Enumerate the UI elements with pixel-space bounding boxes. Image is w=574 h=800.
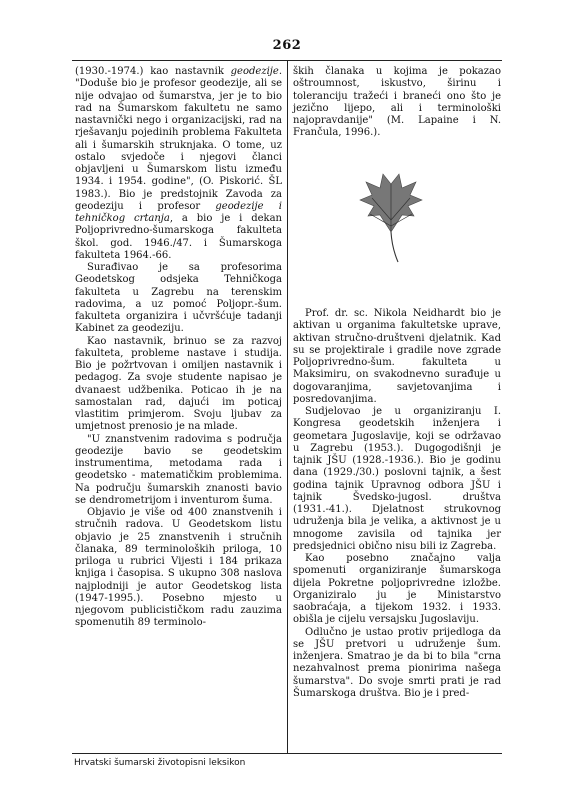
text-run: . "Doduše bio je profesor geodezije, ali se nije odvajao od šumarstva, jer je to bio rad na Šumarskom fakultetu ne samo nastavnički nego i organizacijski, rad na rješavanju pojedinih problema Fakulteta ali i šumarskih struknjaka. O tome, uz ostalo svjedoče i njegovi članci objavljeni u Šumarskom listu između 1934. i 1954. godine", (O. Piskorić. ŠL 1983.). Bio je predstojnik Zavoda za geodeziju i profesor: [75, 66, 282, 212]
paragraph: [293, 406, 501, 553]
paragraph: [75, 66, 282, 262]
paragraph: [75, 336, 282, 434]
footer-rule: [72, 753, 502, 754]
text-run: (1930.-1974.) kao nastavnik: [75, 66, 231, 77]
paragraph: [293, 627, 501, 701]
left-column: [75, 66, 282, 630]
text-run: Surađivao je sa profesorima Geodetskog odsjeka Tehničkoga fakulteta u Zagrebu na terenskim radovima, a uz pomoć Poljopr.-šum. fakulteta organizira i učvršćuje tadanji Kabinet za geodeziju.: [75, 262, 282, 335]
right-column-bottom: [293, 308, 501, 700]
text-run: , a bio je i dekan Poljoprivredno-šumarskoga fakulteta škol. god. 1946./47. i Šumarskoga fakulteta 1964.-66.: [75, 213, 282, 261]
right-column-top: [293, 66, 501, 140]
paragraph: [75, 262, 282, 336]
paragraph: [75, 507, 282, 630]
paragraph: [293, 66, 501, 140]
page-number: 262: [272, 38, 302, 53]
column-divider: [287, 61, 288, 753]
footer-text: Hrvatski šumarski životopisni leksikon: [74, 758, 246, 768]
leaf-ornament: [350, 170, 432, 268]
italic-text: geodezije i tehničkog crtanja: [75, 200, 282, 224]
paragraph: [293, 308, 501, 406]
text-run: Kao nastavnik, brinuo se za razvoj fakulteta, probleme nastave i studija. Bio je požrtvovan i omiljen nastavnik i pedagog. Za svoje studente napisao je dvanaest udžbenika. Poticao ih je na samostalan rad, dajući im poticaj vlastitim primjerom. Svoju ljubav za umjetnost prenosio je na mlade.: [75, 335, 282, 433]
text-run: Sudjelovao je u organiziranju I. Kongresa geodetskih inženjera i geometara Jugoslavije, koji se održavao u Zagrebu (1953.). Dugogodišnji je tajnik JŠU (1928.-1936.). Bio je godinu dana (1929./30.) poslovni tajnik, a šest godina tajnik Upravnog odbora JŠU i tajnik Švedsko-jugosl. društva (1931.-41.). Djelatnost strukovnog udruženja bila je velika, a aktivnost je u mnogome zavisila od tajnika jer predsjednici obično nisu bili iz Zagreba.: [293, 406, 501, 552]
italic-text: geodezije: [230, 66, 279, 77]
paragraph: [75, 434, 282, 508]
paragraph: [293, 553, 501, 627]
text-run: Kao posebno značajno valja spomenuti organiziranje šumarskoga dijela Pokretne poljoprivredne izložbe. Organiziralo ju je Ministarstvo saobraćaja, a tijekom 1932. i 1933. obišla je cijelu versajsku Jugoslaviju.: [293, 553, 501, 626]
text-run: Odlučno je ustao protiv prijedloga da se JŠU pretvori u udruženje šum. inženjera. Smatrao je da bi to bila "crna nezahvalnost prema pionirima našega šumarstva". Do svoje smrti prati je rad Šumarskoga društva. Bio je i pred-: [293, 626, 501, 699]
text-run: Objavio je više od 400 znanstvenih i stručnih radova. U Geodetskom listu objavio je 25 znanstvenih i stručnih članaka, 89 terminoloških priloga, 10 priloga u rubrici Vijesti i 184 prikaza knjiga i časopisa. S ukupno 308 naslova najplodniji je autor Geodetskog lista (1947-1995.). Posebno mjesto u njegovom publicističkom radu zauzima spomenutih 89 terminolo-: [75, 507, 282, 629]
text-run: Prof. dr. sc. Nikola Neidhardt bio je aktivan u organima fakultetske uprave, aktivan stručno-društveni djelatnik. Kad su se projektirale i gradile nove zgrade Poljoprivredno-šum. fakulteta u Maksimiru, on svakodnevno surađuje u dogovaranjima, savjetovanjima i posredovanjima.: [293, 308, 501, 405]
text-run: "U znanstvenim radovima s područja geodezije bavio se geodetskim instrumentima, metodama rada i geodetsko - matematičkim problemima. Na području šumarskih znanosti bavio se dendrometrijom i inventurom šuma.: [75, 433, 282, 506]
text-run: ških članaka u kojima je pokazao oštroumnost, iskustvo, širinu i toleranciju tražeći i braneći ono što je jezično lijepo, ali i terminološki najopravdanije" (M. Lapaine i N. Frančula, 1996.).: [293, 66, 501, 139]
